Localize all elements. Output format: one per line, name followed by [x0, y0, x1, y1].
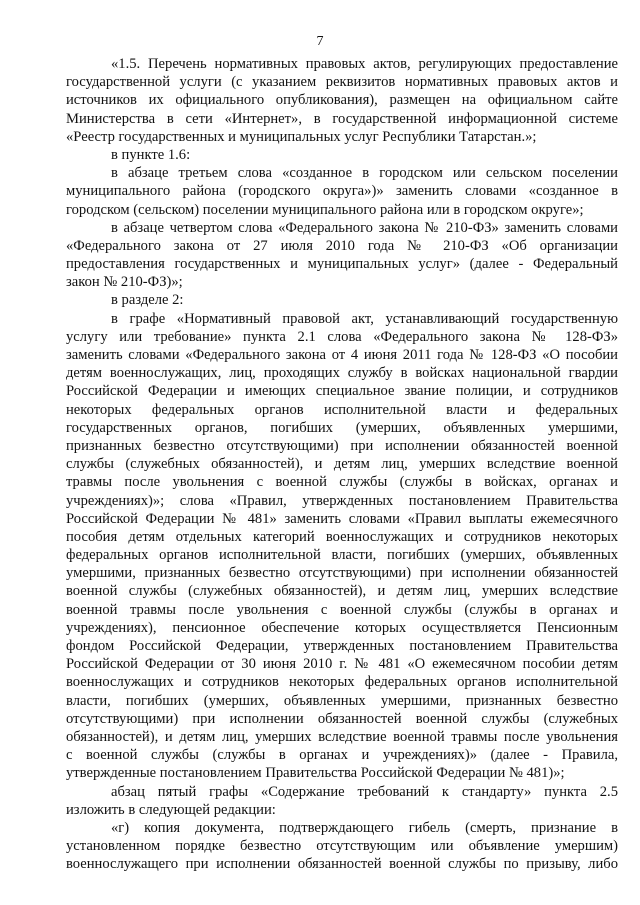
text-line: в пункте 1.6: — [111, 146, 191, 163]
text-line: военнослужащего при исполнении обязанностей военной службы по призыву, либо — [66, 856, 618, 873]
document-body — [66, 55, 618, 873]
text-line: источников их официального опубликования), размещен на официальном сайте — [66, 92, 618, 109]
text-line: изложить в следующей редакции: — [66, 801, 276, 818]
text-line: «1.5. Перечень нормативных правовых актов, регулирующих предоставление — [111, 56, 618, 72]
text-line: закон № 210-ФЗ)»; — [66, 274, 183, 291]
text-line: некоторых федеральных органов исполнительной власти и федеральных — [66, 401, 618, 418]
text-line: в разделе 2: — [111, 292, 184, 309]
text-line: установленном порядке безвестно отсутствующим или объявление умершим) — [66, 838, 618, 855]
text-line: фондом Российской Федерации, утвержденных постановлением Правительства — [66, 638, 618, 654]
text-line: детям военнослужащих, лиц, проходящих службу в войсках национальной гвардии — [66, 365, 618, 382]
text-line: государственной услуги (с указанием реквизитов нормативных правовых актов и — [66, 74, 618, 91]
text-line: признанных безвестно отсутствующими) при исполнении обязанностей военной — [66, 437, 618, 454]
text-line: в графе «Нормативный правовой акт, устанавливающий государственную — [111, 310, 618, 327]
text-line: военной травмы после увольнения с военной службы (службы в органах и — [66, 601, 618, 618]
text-line: Российской Федерации № 481» заменить словами «Правил выплаты ежемесячного — [66, 510, 618, 527]
text-line: военной службы (служебных обязанностей), и детям лиц, умерших вследствие — [66, 583, 618, 600]
text-line: в абзаце четвертом слова «Федерального закона № 210-ФЗ» заменить словами — [111, 219, 618, 236]
text-line: абзац пятый графы «Содержание требований к стандарту» пункта 2.5 — [111, 783, 618, 800]
page-number: 7 — [316, 34, 324, 49]
text-line: Министерства в сети «Интернет», в государственной информационной системе — [66, 110, 618, 127]
text-line: учреждениях), пенсионное обеспечение которых осуществляется Пенсионным — [66, 619, 618, 636]
text-line: «Федерального закона от 27 июля 2010 года № 210-ФЗ «Об организации — [66, 237, 618, 254]
text-line: Российской Федерации от 30 июня 2010 г. № 481 «О ежемесячном пособии детям — [66, 656, 618, 673]
text-line: заменить словами «Федерального закона от 4 июня 2011 года № 128-ФЗ «О пособии — [66, 347, 618, 363]
text-line: умершими, признанных безвестно отсутствующими) при исполнении обязанностей — [66, 565, 618, 582]
text-line: военнослужащих и сотрудников некоторых федеральных органов исполнительной — [66, 674, 618, 691]
text-line: обязанностей), и детям лиц, умерших вследствие военной травмы после увольнения — [66, 728, 618, 745]
text-line: власти, погибших (умерших, объявленных умершими, признанных безвестно — [66, 692, 618, 709]
text-line: с военной службы (службы в органах и учреждениях)» (далее - Правила, — [66, 747, 618, 764]
text-line: пособия детям отдельных категорий военнослужащих и сотрудников некоторых — [66, 528, 618, 545]
text-line: «Реестр государственных и муниципальных услуг Республики Татарстан.»; — [66, 128, 537, 145]
text-line: предоставления государственных и муниципальных услуг» (далее - Федеральный — [66, 256, 618, 273]
text-line: учреждениях)»; слова «Правил, утвержденных постановлением Правительства — [66, 492, 618, 509]
text-line: «г) копия документа, подтверждающего гибель (смерть, признание в — [111, 819, 618, 836]
text-line: федеральных органов исполнительной власти, погибших (умерших, объявленных — [66, 547, 618, 564]
text-line: Российской Федерации и имеющих специальное звание полиции, и сотрудников — [66, 383, 618, 400]
text-line: в абзаце третьем слова «созданное в городском или сельском поселении — [111, 165, 618, 182]
text-line: травмы после увольнения с военной службы (службы в войсках, органах и — [66, 474, 618, 491]
text-line: городском (сельском) поселении муниципального района или в городском округе»; — [66, 201, 584, 218]
text-line: отсутствующими) при исполнении обязанностей военной службы (служебных — [66, 710, 618, 727]
text-line: государственных органов, погибших (умерших, объявленных умершими, — [66, 419, 618, 436]
text-line: утвержденные постановлением Правительства Российской Федерации № 481)»; — [66, 765, 565, 782]
text-line: муниципального района (городского округа»)» заменить словами «созданное в — [66, 183, 618, 200]
text-line: службы (служебных обязанностей), и детям лиц, умерших вследствие военной — [66, 456, 618, 473]
text-line: услугу или требование» пункта 2.1 слова «Федерального закона № 128-ФЗ» — [66, 328, 618, 345]
